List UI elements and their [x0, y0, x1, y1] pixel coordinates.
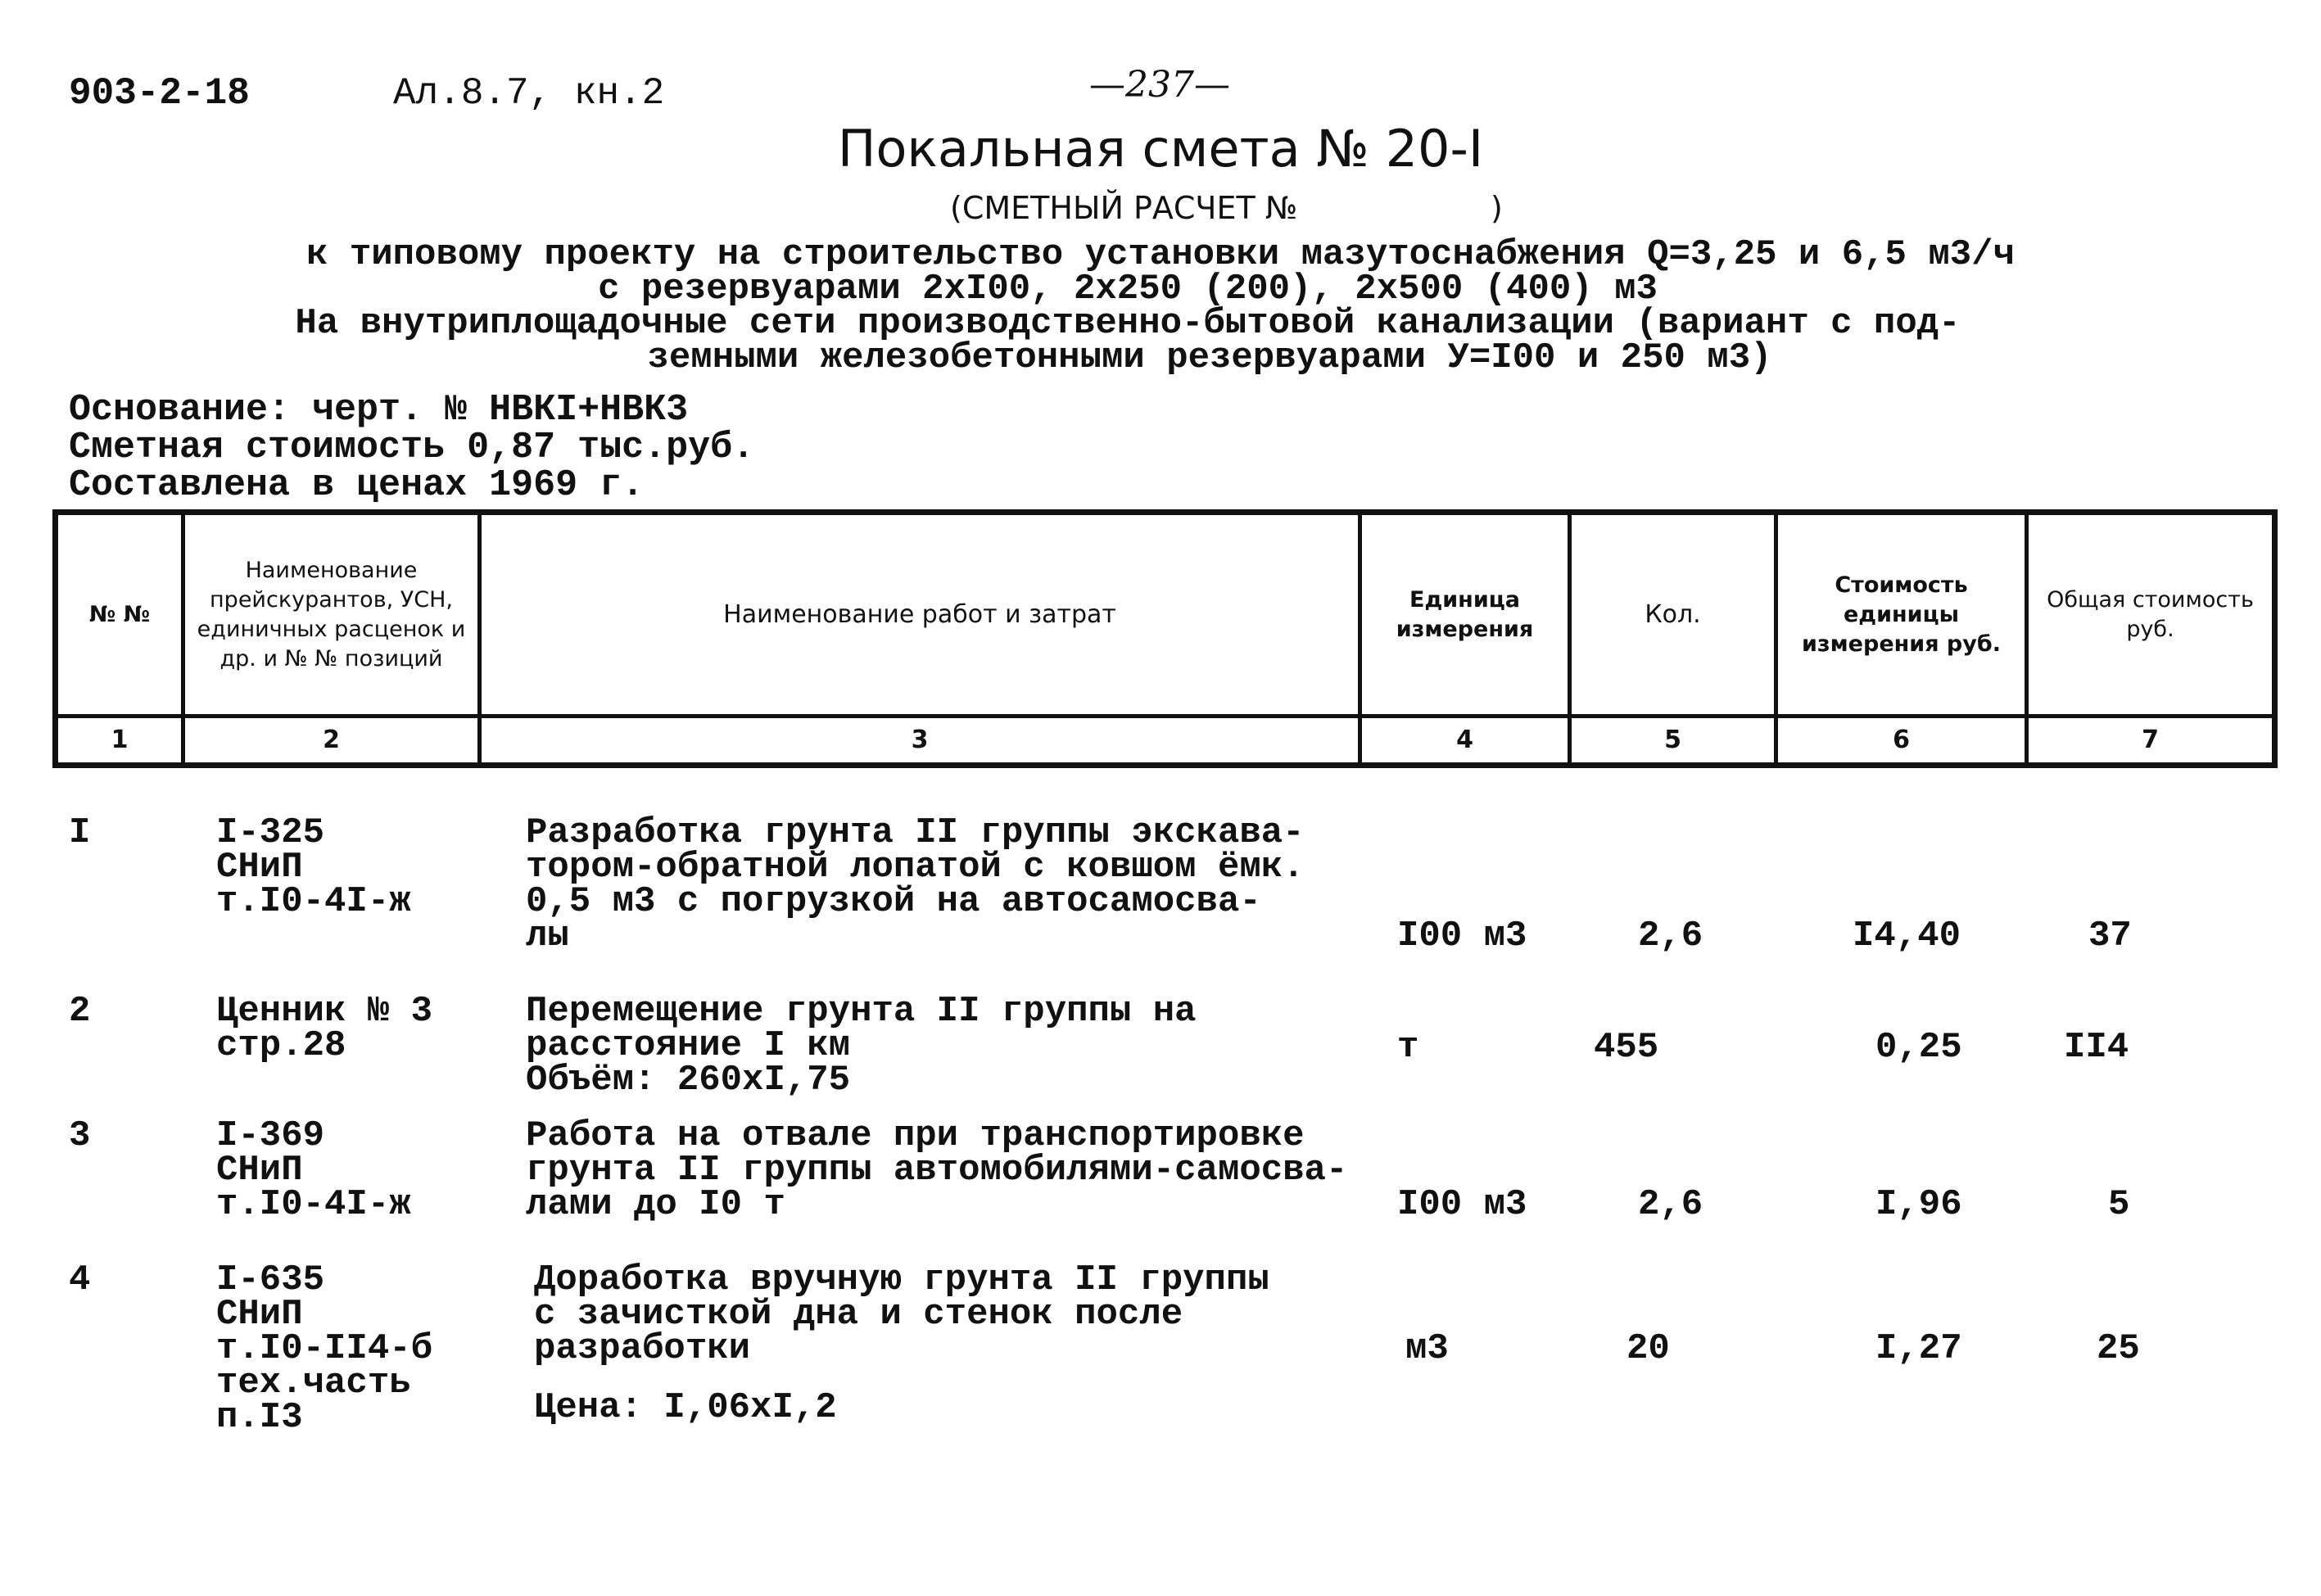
col-index-6: 6: [1776, 717, 2027, 766]
row-unit: I00 м3: [1397, 1184, 1527, 1225]
row-total: 25: [2097, 1328, 2140, 1369]
estimate-subtitle-close: ): [1491, 190, 1503, 226]
project-line-1: к типовому проекту на строительство установки мазутоснабжения Q=3,25 и 6,5 м3/ч: [306, 234, 2015, 275]
row-reference-line: I-635: [216, 1259, 325, 1300]
row-work-line: лы: [526, 916, 569, 956]
row-work-line: Объём: 260xI,75: [526, 1060, 851, 1101]
page-title: Покальная смета № 20-I: [837, 119, 1484, 179]
estimate-subtitle: (СМЕТНЫЙ РАСЧЕТ №: [950, 190, 1298, 226]
row-unit-price: I,27: [1875, 1328, 1962, 1369]
header-col-total-cost: Общая стоимость руб.: [2027, 513, 2275, 717]
header-col-number: № №: [56, 513, 183, 717]
header-col-unit: Единица измерения: [1360, 513, 1570, 717]
row-work-line: 0,5 м3 с погрузкой на автосамосва-: [526, 881, 1261, 922]
row-number: I: [69, 812, 91, 853]
row-reference-line: I-325: [216, 812, 325, 853]
row-work-line: Работа на отвале при транспортировке: [526, 1115, 1305, 1156]
row-work-line: разработки: [534, 1328, 751, 1369]
col-index-2: 2: [183, 717, 480, 766]
header-col-unit-cost: Стоимость единицы измерения руб.: [1776, 513, 2027, 717]
price-year: Составлена в ценах 1969 г.: [69, 464, 645, 506]
row-work-line: с зачисткой дна и стенок после: [534, 1294, 1183, 1335]
row-total: 5: [2108, 1184, 2130, 1225]
row-quantity: 20: [1627, 1328, 1670, 1369]
col-index-3: 3: [480, 717, 1360, 766]
row-reference-line: СНиП: [216, 1294, 303, 1335]
row-work-line: лами до I0 т: [526, 1184, 785, 1225]
col-index-4: 4: [1360, 717, 1570, 766]
row-work-price-note: Цена: I,06xI,2: [534, 1387, 837, 1428]
row-work-line: грунта II группы автомобилями-самосва-: [526, 1150, 1348, 1191]
row-unit: I00 м3: [1397, 916, 1527, 956]
row-reference-line: СНиП: [216, 1150, 303, 1191]
page-number: —237—: [1089, 64, 1230, 106]
estimated-cost: Сметная стоимость 0,87 тыс.руб.: [69, 427, 755, 468]
row-number: 2: [69, 991, 91, 1032]
row-reference-line: т.I0-II4-б: [216, 1328, 433, 1369]
project-line-4: земными железобетонными резервуарами У=I00 и 250 м3): [647, 337, 1772, 378]
row-reference-line: СНиП: [216, 847, 303, 888]
header-col-reference: Наименование прейскурантов, УСН, единичных расценок и др. и № № позиций: [183, 513, 480, 717]
row-unit: т: [1397, 1027, 1419, 1068]
row-reference-line: стр.28: [216, 1025, 346, 1066]
row-work-line: тором-обратной лопатой с ковшом ёмк.: [526, 847, 1305, 888]
row-work-line: расстояние I км: [526, 1025, 851, 1066]
row-reference-line: п.I3: [216, 1397, 303, 1438]
row-reference-line: тех.часть: [216, 1363, 411, 1404]
row-work-line: Разработка грунта II группы экскава-: [526, 812, 1305, 853]
row-reference-line: т.I0-4I-ж: [216, 1184, 411, 1225]
row-unit-price: I4,40: [1853, 916, 1961, 956]
project-line-2: с резервуарами 2xI00, 2x250 (200), 2x500 (400) м3: [598, 269, 1658, 310]
estimate-table-header: [52, 509, 2278, 768]
row-unit: м3: [1405, 1328, 1449, 1369]
header-col-work-name: Наименование работ и затрат: [480, 513, 1360, 717]
row-unit-price: I,96: [1875, 1184, 1962, 1225]
row-quantity: 2,6: [1638, 916, 1703, 956]
row-number: 4: [69, 1259, 91, 1300]
row-number: 3: [69, 1115, 91, 1156]
col-index-1: 1: [56, 717, 183, 766]
row-work-line: Доработка вручную грунта II группы: [534, 1259, 1269, 1300]
row-reference-line: Ценник № 3: [216, 991, 433, 1032]
album-reference: Ал.8.7, кн.2: [393, 72, 665, 115]
row-quantity: 2,6: [1638, 1184, 1703, 1225]
document-code: 903-2-18: [69, 72, 250, 115]
header-col-quantity: Кол.: [1570, 513, 1776, 717]
col-index-5: 5: [1570, 717, 1776, 766]
project-line-3: На внутриплощадочные сети производственно-бытовой канализации (вариант с под-: [295, 303, 1961, 344]
row-work-line: Перемещение грунта II группы на: [526, 991, 1197, 1032]
row-total: II4: [2064, 1027, 2129, 1068]
row-quantity: 455: [1594, 1027, 1659, 1068]
row-total: 37: [2088, 916, 2132, 956]
row-reference-line: I-369: [216, 1115, 325, 1156]
basis-drawings: Основание: черт. № НВКI+НВК3: [69, 389, 689, 431]
row-reference-line: т.I0-4I-ж: [216, 881, 411, 922]
col-index-7: 7: [2027, 717, 2275, 766]
row-unit-price: 0,25: [1875, 1027, 1962, 1068]
